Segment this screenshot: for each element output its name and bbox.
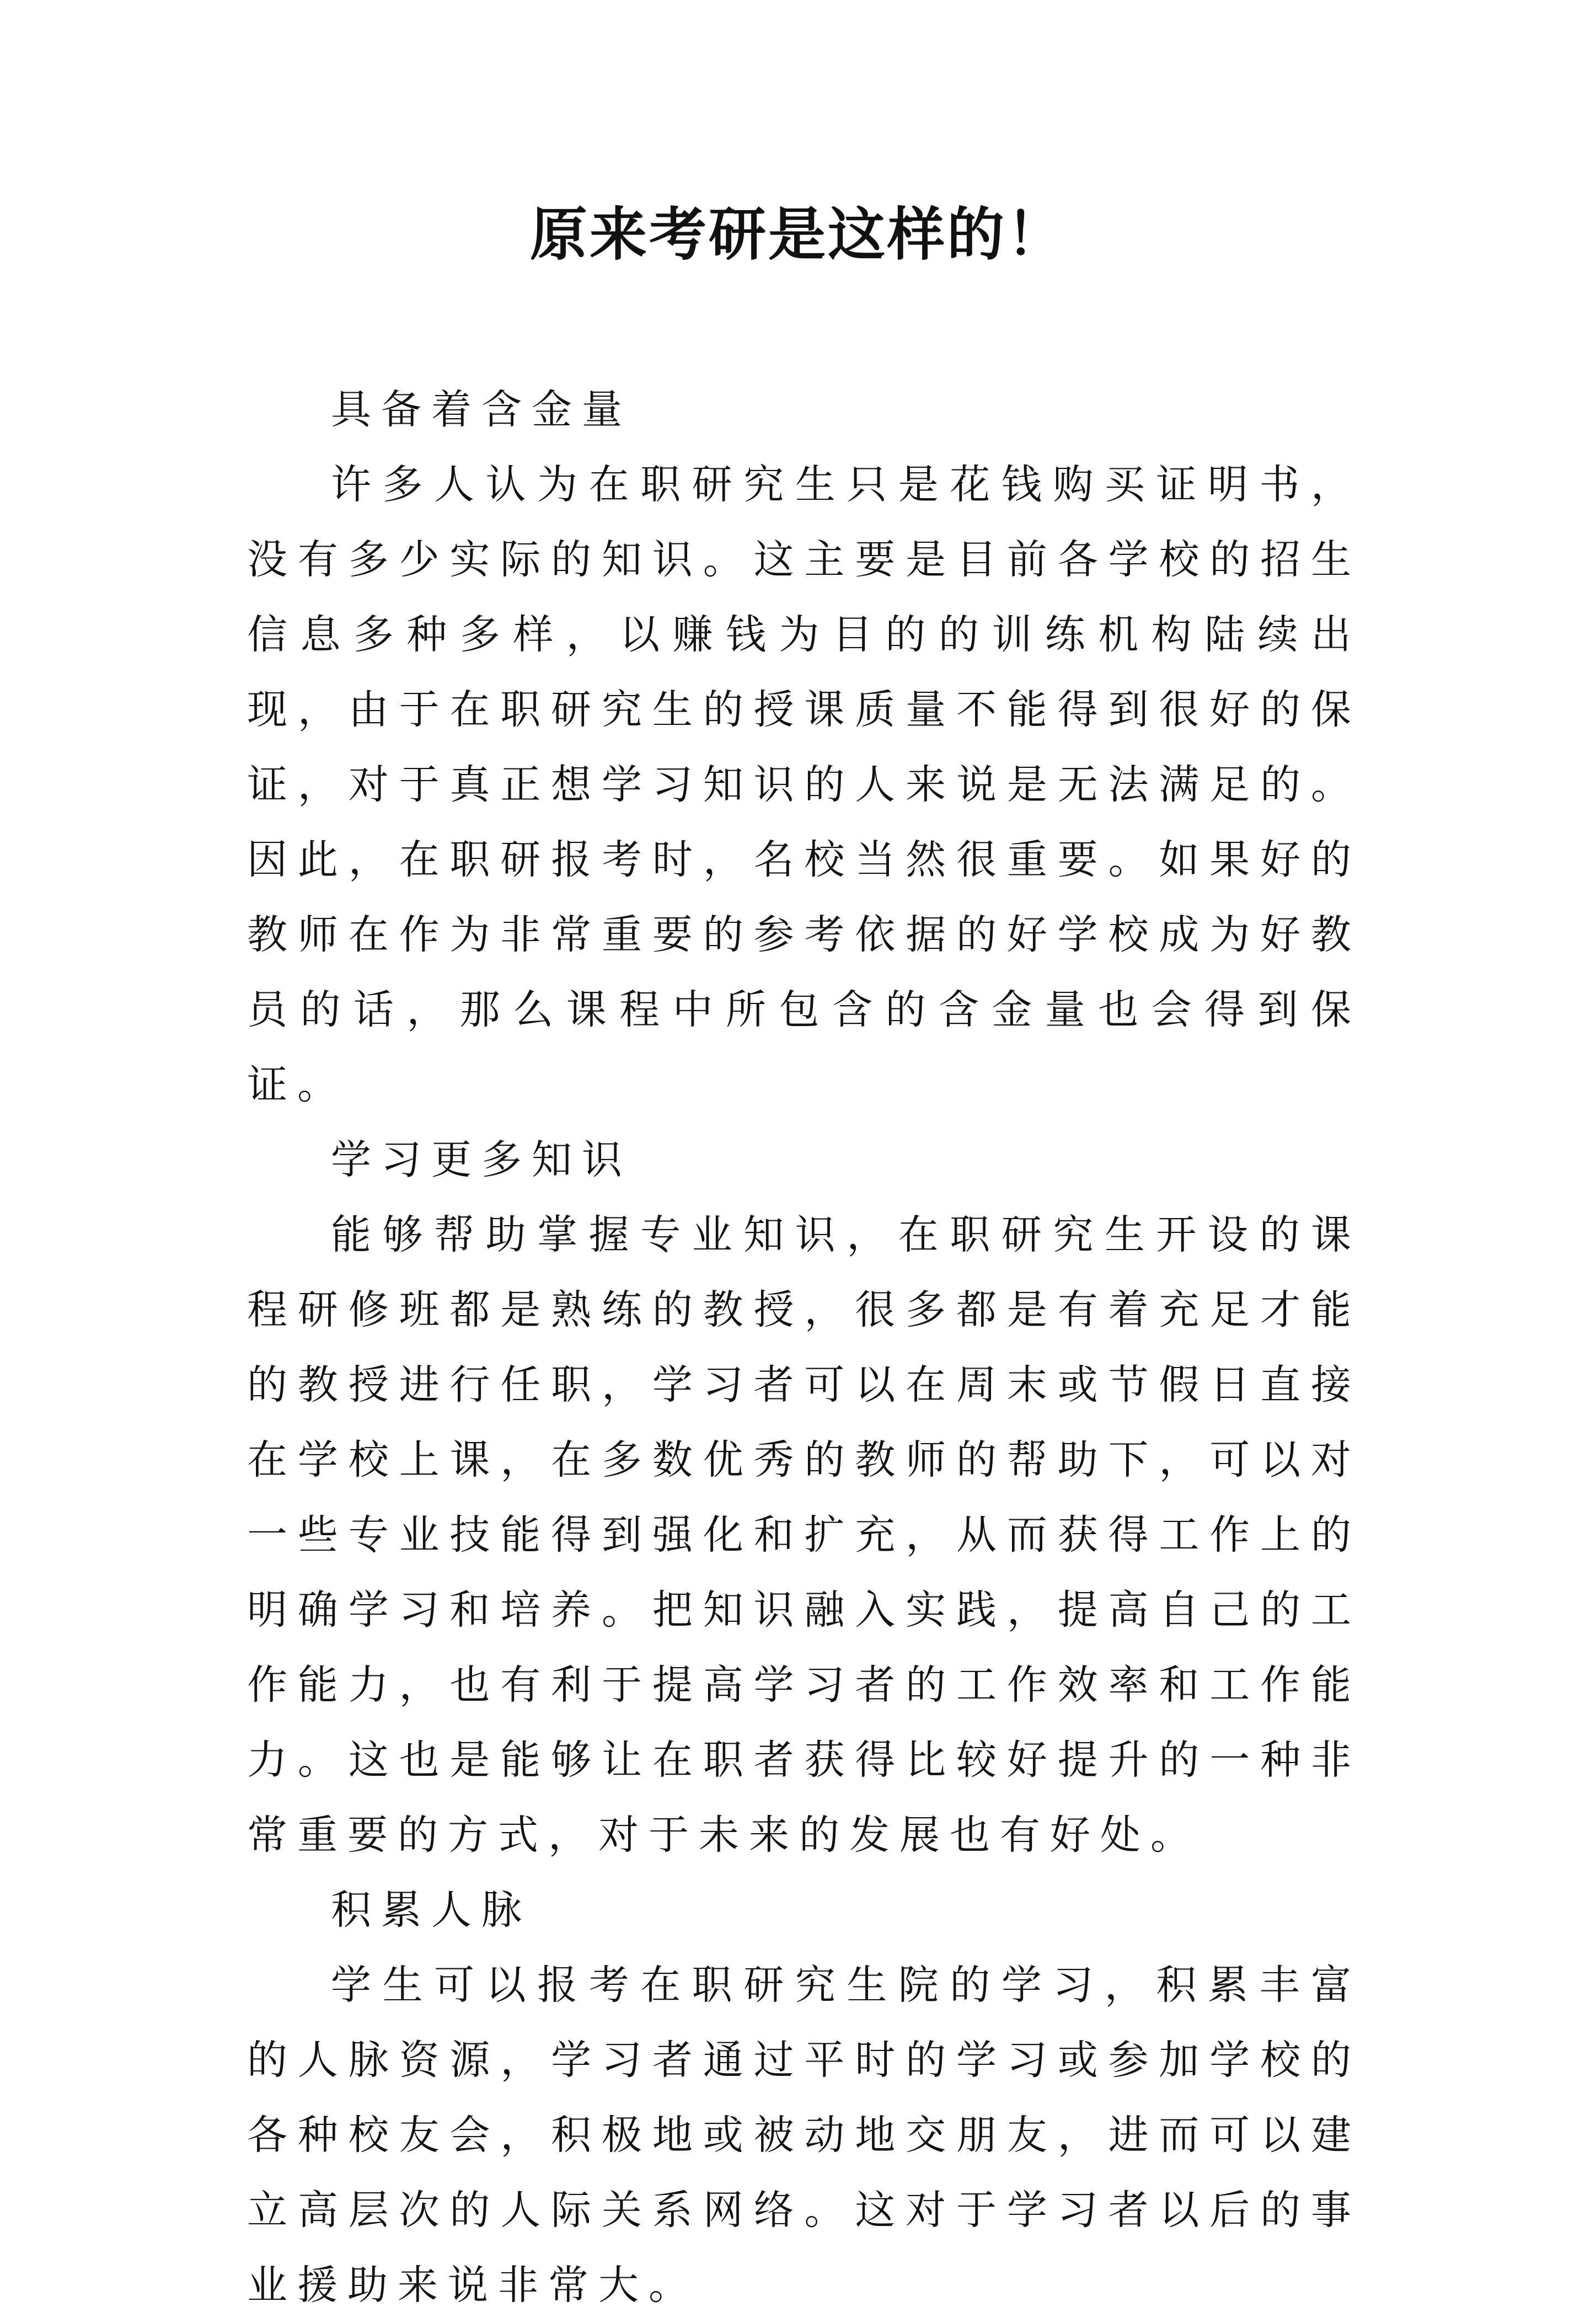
body-paragraph-more-knowledge: 能够帮助掌握专业知识，在职研究生开设的课程研修班都是熟练的教授，很多都是有着充足才能的教授进行任职，学习者可以在周末或节假日直接在学校上课，在多数优秀的教师的帮助下，可以对一些专业技能得到强化和扩充，从而获得工作上的明确学习和培养。把知识融入实践，提高自己的工作能力，也有利于提高学习者的工作效率和工作能力。这也是能够让在职者获得比较好提升的一种非常重要的方式，对于未来的发展也有好处。	[247, 1211, 1361, 1859]
section-heading-network: 积累人脉	[331, 1887, 532, 1934]
section-heading-more-knowledge: 学习更多知识	[331, 1136, 632, 1183]
body-paragraph-gold-content: 许多人认为在职研究生只是花钱购买证明书，没有多少实际的知识。这主要是目前各学校的招生信息多种多样，以赚钱为目的的训练机构陆续出现，由于在职研究生的授课质量不能得到很好的保证，对于真正想学习知识的人来说是无法满足的。因此，在职研报考时，名校当然很重要。如果好的教师在作为非常重要的参考依据的好学校成为好教员的话，那么课程中所包含的含金量也会得到保证。	[247, 461, 1361, 1108]
body-paragraph-network: 学生可以报考在职研究生院的学习，积累丰富的人脉资源，学习者通过平时的学习或参加学校的各种校友会，积极地或被动地交朋友，进而可以建立高层次的人际关系网络。这对于学习者以后的事业援助来说非常大。	[247, 1962, 1361, 2309]
document-body	[247, 372, 1361, 2323]
document-title: 原来考研是这样的！	[529, 200, 1066, 268]
section-heading-gold-content: 具备着含金量	[331, 386, 632, 433]
